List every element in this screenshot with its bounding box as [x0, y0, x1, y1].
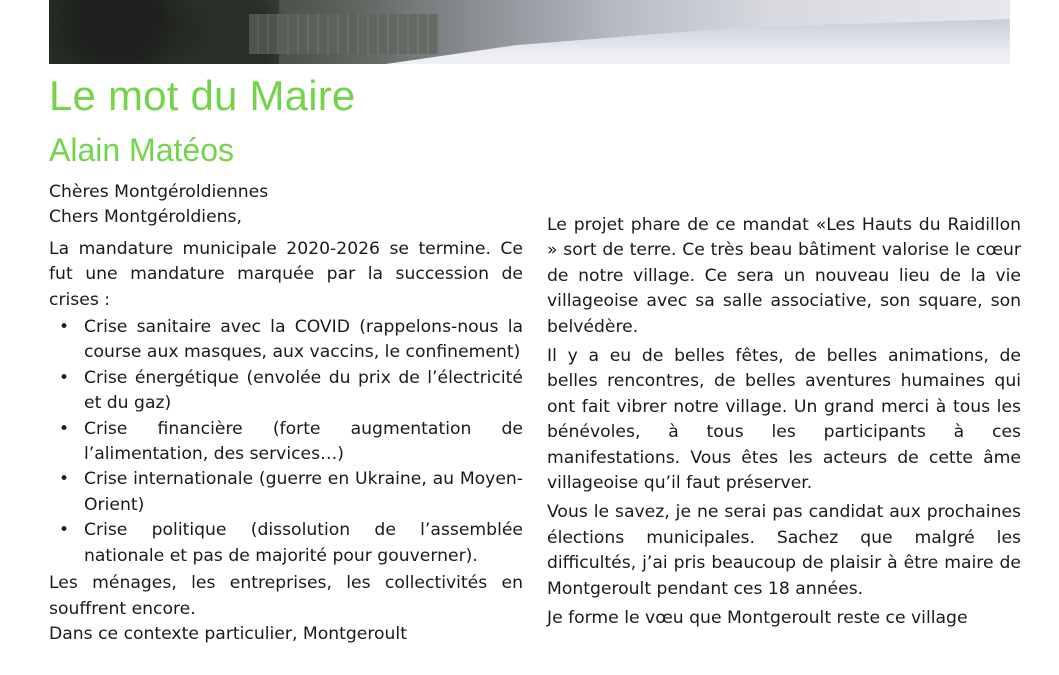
crises-list: [49, 315, 523, 569]
author-name: Alain Matéos: [49, 132, 234, 168]
page-title: Le mot du Maire: [49, 72, 356, 119]
list-item: • Crise sanitaire avec la COVID (rappelons-nous la course aux masques, aux vaccins, le confinement): [49, 315, 523, 366]
list-item: • Crise internationale (guerre en Ukraine, au Moyen-Orient): [49, 467, 523, 518]
list-item: • Crise politique (dissolution de l’assemblée nationale et pas de majorité pour gouverner).: [49, 518, 523, 569]
header-photo-snow-village: [49, 0, 1010, 64]
list-item: • Crise financière (forte augmentation de l’alimentation, des services…): [49, 417, 523, 468]
greeting-line-1: Chères Montgéroldiennes: [49, 182, 269, 202]
cut-off-line: Je forme le vœu que Montgeroult reste ce village: [547, 608, 968, 629]
photo-trees: [49, 0, 279, 64]
right-column: [547, 213, 1021, 632]
paragraph-festivities: Il y a eu de belles fêtes, de belles animations, de belles rencontres, de belles aventures humaines qui ont fait vibrer notre village. Un grand merci à tous les bénévoles, à tous les participants à ces manifestations. Vous êtes les acteurs de cette âme villageoise qu’il faut préserver.: [547, 346, 1021, 494]
greeting-line-2: Chers Montgéroldiens,: [49, 207, 242, 228]
photo-wall: [249, 14, 439, 54]
left-column: [49, 180, 523, 647]
list-item: • Crise énergétique (envolée du prix de l’électricité et du gaz): [49, 366, 523, 417]
cut-off-line: Dans ce contexte particulier, Montgeroult: [49, 623, 407, 644]
after-list-paragraph: Les ménages, les entreprises, les collectivités en souffrent encore.: [49, 573, 523, 619]
paragraph-project: Le projet phare de ce mandat «Les Hauts du Raidillon » sort de terre. Ce très beau bâtiment valorise le cœur de notre village. Ce sera un nouveau lieu de la vie villageoise avec sa salle associative, son square, son belvédère.: [547, 215, 1021, 337]
paragraph-not-candidate: Vous le savez, je ne serai pas candidat aux prochaines élections municipales. Sachez que malgré les difficultés, j’ai pris beaucoup de plaisir à être maire de Montgeroult pendant ces 18 années.: [547, 502, 1021, 599]
intro-paragraph: La mandature municipale 2020-2026 se termine. Ce fut une mandature marquée par la succession de crises :: [49, 238, 523, 310]
